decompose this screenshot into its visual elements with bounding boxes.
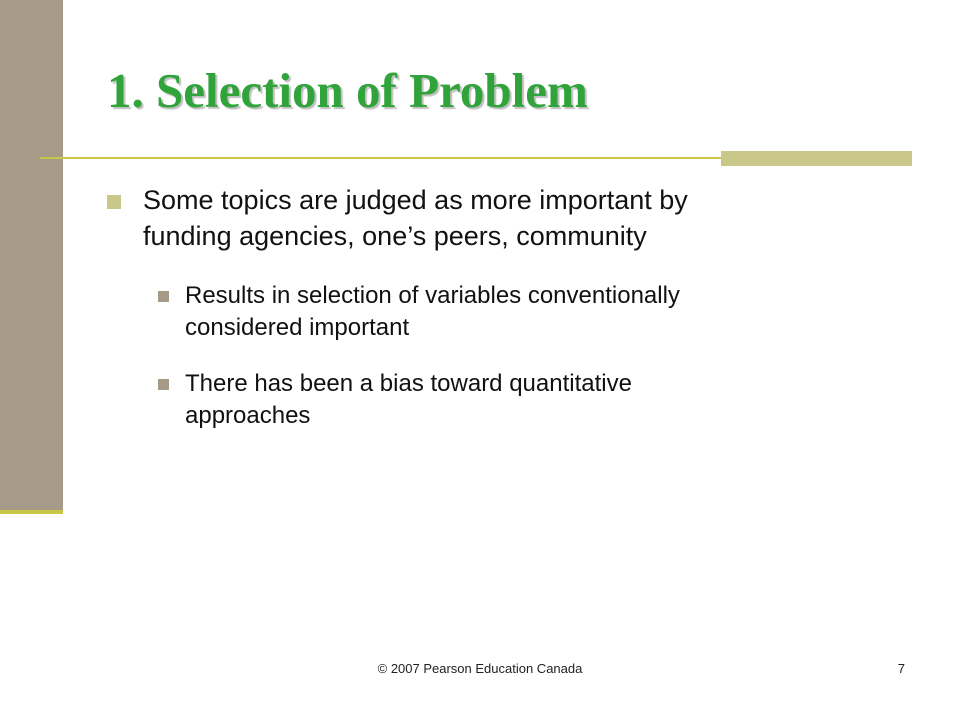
bullet-item [143,182,688,254]
sidebar-accent-line [0,510,63,514]
bullet-text-line: Some topics are judged as more important by [143,185,688,215]
square-bullet-icon [158,291,169,302]
square-bullet-icon [107,195,121,209]
sidebar-bar [0,0,63,512]
sub-bullet-text-line: approaches [185,402,311,429]
slide-title: 1. Selection of Problem [107,63,588,118]
sub-bullet-text-line: Results in selection of variables conventionally [185,282,680,309]
bullet-text-line: funding agencies, one’s peers, community [143,221,647,251]
page-number: 7 [897,661,905,676]
sub-bullet-item [185,368,632,432]
copyright-footer: © 2007 Pearson Education Canada [377,661,583,676]
sub-bullet-text-line: There has been a bias toward quantitative [185,370,632,397]
sub-bullet-text-line: considered important [185,314,410,341]
sub-bullet-item [185,280,680,344]
title-divider-accent [721,151,912,166]
square-bullet-icon [158,379,169,390]
